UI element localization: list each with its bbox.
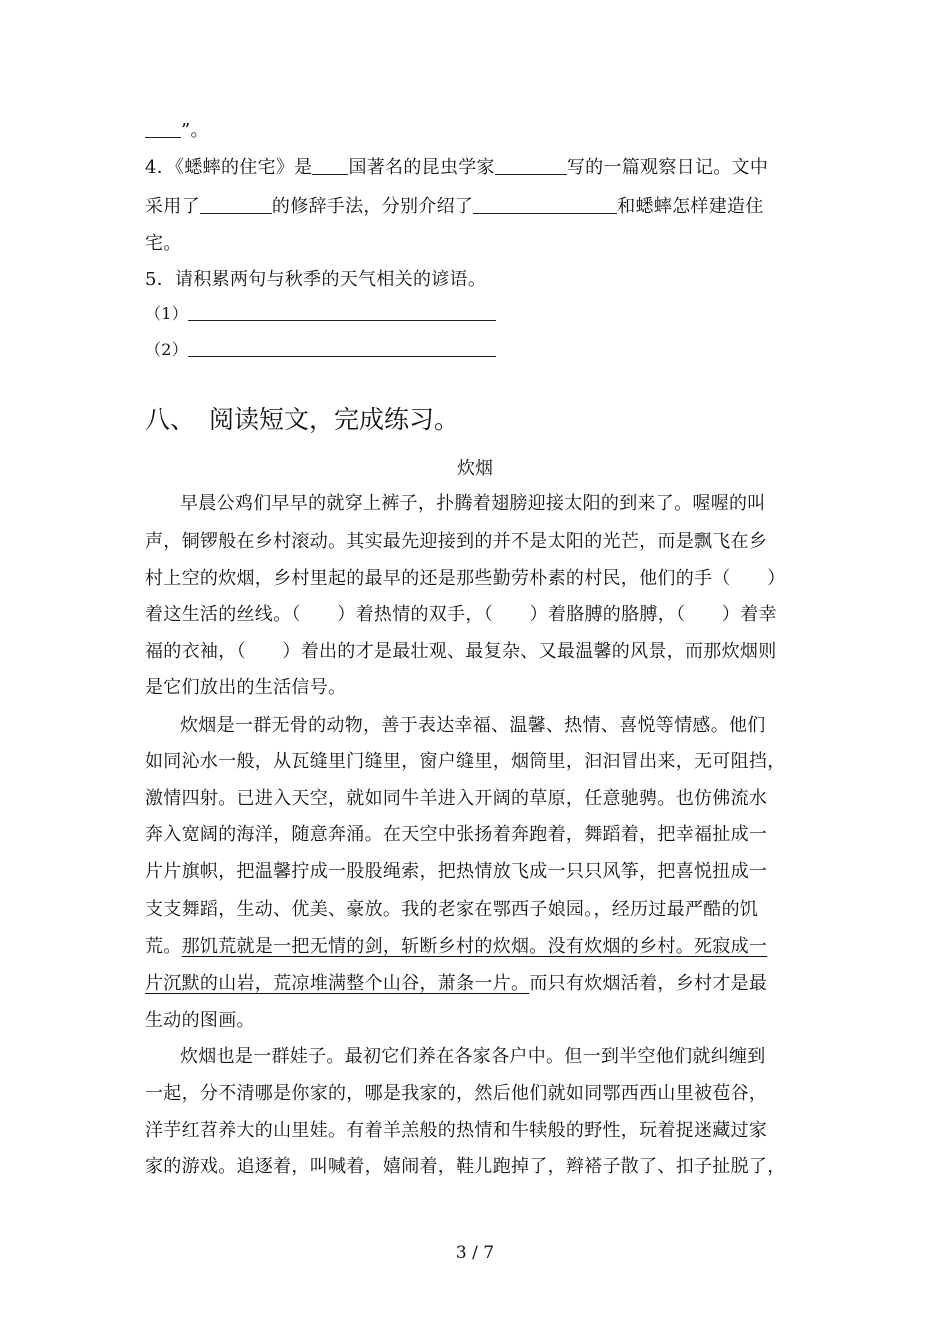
- article-line: 早晨公鸡们早早的就穿上裤子，扑腾着翅膀迎接太阳的到来了。喔喔的叫: [180, 493, 766, 514]
- q4-line1: 4．《蟋蟀的住宅》是 国著名的昆虫学家 写的一篇观察日记。文中: [145, 157, 769, 178]
- article-line: 家的游戏。追逐着，叫喊着，嬉闹着，鞋儿跑掉了，辫褡子散了、扣子扯脱了，: [145, 1156, 786, 1177]
- q4-line2: 采用了 的修辞手法，分别介绍了 和蟋蟀怎样建造住: [145, 196, 764, 217]
- article-line: 片片旗帜，把温馨拧成一股股绳索，把热情放飞成一只只风筝，把喜悦扭成一: [145, 861, 768, 882]
- q4-line3: 宅。: [145, 233, 182, 254]
- page-number: 3 / 7: [455, 1243, 495, 1263]
- article-line: 生动的图画。: [145, 1010, 255, 1031]
- article-line: 片沉默的山岩，荒凉堆满整个山谷，萧条一片。而只有炊烟活着，乡村才是最: [145, 973, 768, 994]
- q5-prompt: 5．请积累两句与秋季的天气相关的谚语。: [145, 269, 487, 290]
- article-line: 着这生活的丝线。（ ）着热情的双手，（ ）着胳膊的胳膊，（ ）着幸: [145, 604, 777, 625]
- answer-blank[interactable]: [473, 195, 617, 214]
- article-line: 支支舞蹈，生动、优美、豪放。我的老家在鄂西子娘园。，经历过最严酷的饥: [145, 899, 759, 920]
- underlined-sentence: 那饥荒就是一把无情的剑，斩断乡村的炊烟。没有炊烟的乡村。死寂成一: [181, 936, 768, 957]
- answer-blank[interactable]: [145, 119, 181, 138]
- answer-blank[interactable]: [312, 156, 348, 175]
- underlined-sentence: 片沉默的山岩，荒凉堆满整个山谷，萧条一片。: [145, 973, 530, 994]
- article-line: 如同沁水一般，从瓦缝里门缝里，窗户缝里，烟筒里，汩汩冒出来，无可阻挡，: [145, 751, 786, 772]
- article-line: 一起，分不清哪是你家的，哪是我家的，然后他们就如同鄂西西山里被苞谷，: [145, 1083, 768, 1104]
- article-line: 声，铜锣般在乡村滚动。其实最先迎接到的并不是太阳的光芒，而是飘飞在乡: [145, 531, 768, 552]
- q5-item-1: （1）: [145, 302, 805, 326]
- q3-ending: ”。: [145, 119, 805, 143]
- section-title: 阅读短文，完成练习。: [209, 405, 460, 434]
- q5-item-2: （2）: [145, 338, 805, 362]
- article-line: 炊烟也是一群娃子。最初它们养在各家各户中。但一到半空他们就纠缠到: [180, 1046, 766, 1067]
- section-number: 八、: [145, 405, 196, 434]
- article-title: 炊烟: [457, 458, 493, 479]
- article-line: 村上空的炊烟，乡村里起的最早的还是那些勤劳朴素的村民，他们的手（ ）: [145, 568, 786, 589]
- section-heading: [145, 404, 459, 436]
- article-line: 荒。那饥荒就是一把无情的剑，斩断乡村的炊烟。没有炊烟的乡村。死寂成一: [145, 936, 768, 957]
- article-line: 奔入宽阔的海洋，随意奔涌。在天空中张扬着奔跑着，舞蹈着，把幸福扯成一: [145, 824, 768, 845]
- answer-line[interactable]: [188, 338, 496, 357]
- article-line: 炊烟是一群无骨的动物，善于表达幸福、温馨、热情、喜悦等情感。他们: [180, 715, 766, 736]
- answer-blank[interactable]: [200, 195, 272, 214]
- article-line: 是它们放出的生活信号。: [145, 677, 347, 698]
- article-line: 洋芋红苕养大的山里娃。有着羊羔般的热情和牛犊般的野性，玩着捉迷藏过家: [145, 1120, 768, 1141]
- answer-line[interactable]: [188, 302, 496, 321]
- article-line: 激情四射。已进入天空，就如同牛羊进入开阔的草原，任意驰骋。也仿佛流水: [145, 788, 768, 809]
- article-line: 福的衣袖，（ ）着出的才是最壮观、最复杂、又最温馨的风景，而那炊烟则: [145, 641, 777, 662]
- answer-blank[interactable]: [495, 156, 567, 175]
